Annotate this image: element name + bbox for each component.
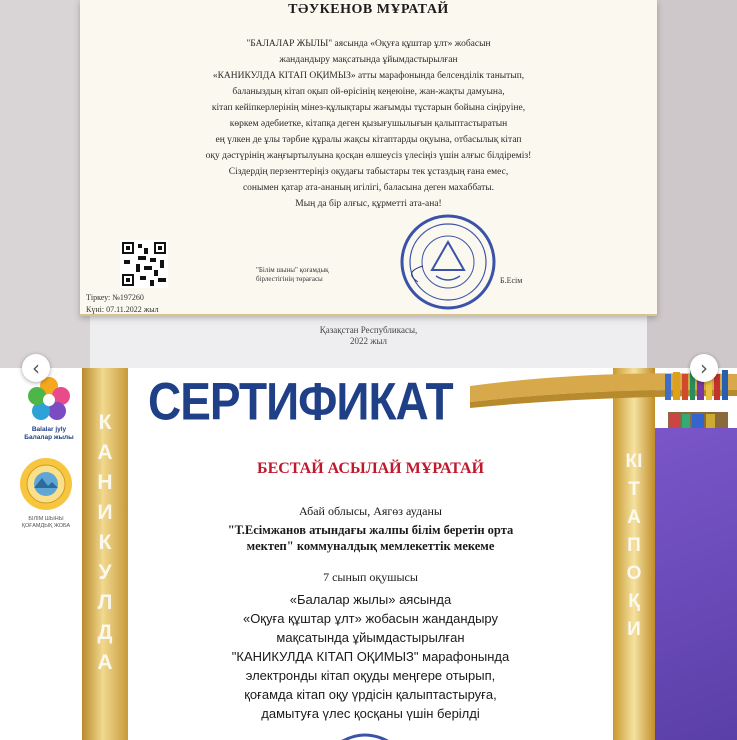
signature-label-line: "Білім шыны" қоғамдық [256, 266, 329, 274]
logo-column [0, 368, 82, 740]
certificate-text-line: қоғамда кітап оқу үрдісін қалыптастыруға, [244, 687, 497, 702]
bilim-shyny-sun-logo-icon [18, 456, 74, 512]
certificate-region: Абай облысы, Аягөз ауданы [299, 504, 442, 518]
letter-line: Мың да бір алғыс, құрметті ата-ана! [295, 199, 442, 209]
certificate-text-line: мақсатында ұйымдастырылған [276, 630, 465, 645]
logo-caption-line: БІЛІМ ШЫНЫ [28, 516, 64, 522]
stamp-edge-icon [330, 728, 400, 740]
right-stripe-letters: КІТАП ОҚИ [625, 451, 643, 640]
logo-caption-line: Balalar jyly [31, 426, 67, 433]
left-stripe-vertical-text [82, 408, 128, 678]
certificate-text-line: "КАНИКУЛДА КІТАП ОҚИМЫЗ" марафонында [231, 649, 510, 664]
carousel-prev-button[interactable] [22, 354, 50, 382]
letter-line: кітап кейіпкерлерінің мінез-құлықтары жағымды тұстарын бойына сіңіруіне, [211, 103, 526, 113]
signature-label-line: бірлестігінің төрағасы [256, 275, 323, 283]
letter-line: жандандыру мақсатында ұйымдастырылған [279, 55, 458, 65]
background-left [0, 0, 90, 368]
letter-line: сонымен қатар ата-ананың игілігі, баласына деген махаббаты. [242, 183, 495, 193]
balalar-jyly-caption [22, 426, 76, 442]
footer-place-line: Қазақстан Республикасы, [319, 325, 418, 335]
thank-you-letter-paper [80, 0, 657, 316]
footer-place-line: 2022 жыл [349, 336, 387, 346]
signature-label [256, 266, 376, 284]
certificate-recipient-name: БЕСТАЙ АСЫЛАЙ МҰРАТАЙ [256, 460, 485, 477]
carousel-slide-thank-you-letter [0, 0, 737, 368]
letter-recipient-name: ТӘУКЕНОВ МҰРАТАЙ [288, 2, 449, 17]
letter-line: «КАНИКУЛДА КІТАП ОҚИМЫЗ» атты марафонында белсенділік танытып, [212, 71, 525, 81]
certificate-school-line: "Т.Есімжанов атындағы жалпы білім беретін орта [227, 523, 514, 537]
background-right [647, 0, 737, 368]
certificate-school-line: мектеп" коммуналдық мемлекеттік мекеме [246, 539, 495, 553]
letter-line: баланыздың кітап оқып ой-өрісінің кеңеюіне, жан-жақты дамуына, [232, 87, 505, 97]
certificate-text-line: электронды кітап оқуды меңгере отырып, [245, 668, 496, 683]
signer-name: Б.Есім [500, 276, 523, 285]
carousel-slide-certificate [0, 368, 737, 740]
certificate-grade: 7 сынып оқушысы [323, 570, 418, 584]
round-stamp-icon [398, 212, 498, 312]
left-stripe-letters: КАНИКУЛДА [97, 411, 113, 674]
letter-footer-place [0, 325, 737, 347]
letter-line: көркем әдебиетке, кітапқа деген қызығушылығын қалыптастыратын [229, 119, 508, 129]
letter-line: Сіздердің перзенттеріңіз оқудағы табыстары тек ұстаздың ғана емес, [228, 167, 509, 177]
letter-body [140, 36, 597, 212]
issue-date: Күні: 07.11.2022 жыл [86, 305, 159, 314]
certificate-title: СЕРТИФИКАТ [148, 371, 453, 431]
letter-line: оқу дәстүрінің жаңғыртылуына қосқан өлшеусіз үлесіңіз үшін алғыс білдіреміз! [205, 151, 532, 161]
letter-line: "БАЛАЛАР ЖЫЛЫ" аясында «Оқуға құштар ұлт» жобасын [246, 39, 491, 49]
logo-caption-line: ҚОҒАМДЫҚ ЖОБА [21, 523, 71, 529]
logo-caption-line: Балалар жылы [24, 434, 74, 441]
right-stripe-vertical-text [613, 448, 655, 644]
chevron-left-icon: ‹ [32, 356, 40, 380]
carousel-next-button[interactable] [690, 354, 718, 382]
purple-decor-panel [655, 428, 737, 740]
certificate-text-line: дамытуға үлес қосқаны үшін берілді [261, 706, 480, 721]
registration-number: Тіркеу: №197260 [86, 293, 144, 302]
certificate-text-line: «Оқуға құштар ұлт» жобасын жандандыру [242, 611, 499, 626]
certificate-text-line: «Балалар жылы» аясында [289, 592, 452, 607]
bilim-shyny-caption [16, 516, 76, 530]
qr-code-icon [120, 240, 168, 288]
letter-line: ең үлкен де ұлы тәрбие құралы жақсы кітаптарды оқуына, отбасылық кітап [215, 135, 522, 145]
chevron-right-icon: › [700, 356, 708, 380]
